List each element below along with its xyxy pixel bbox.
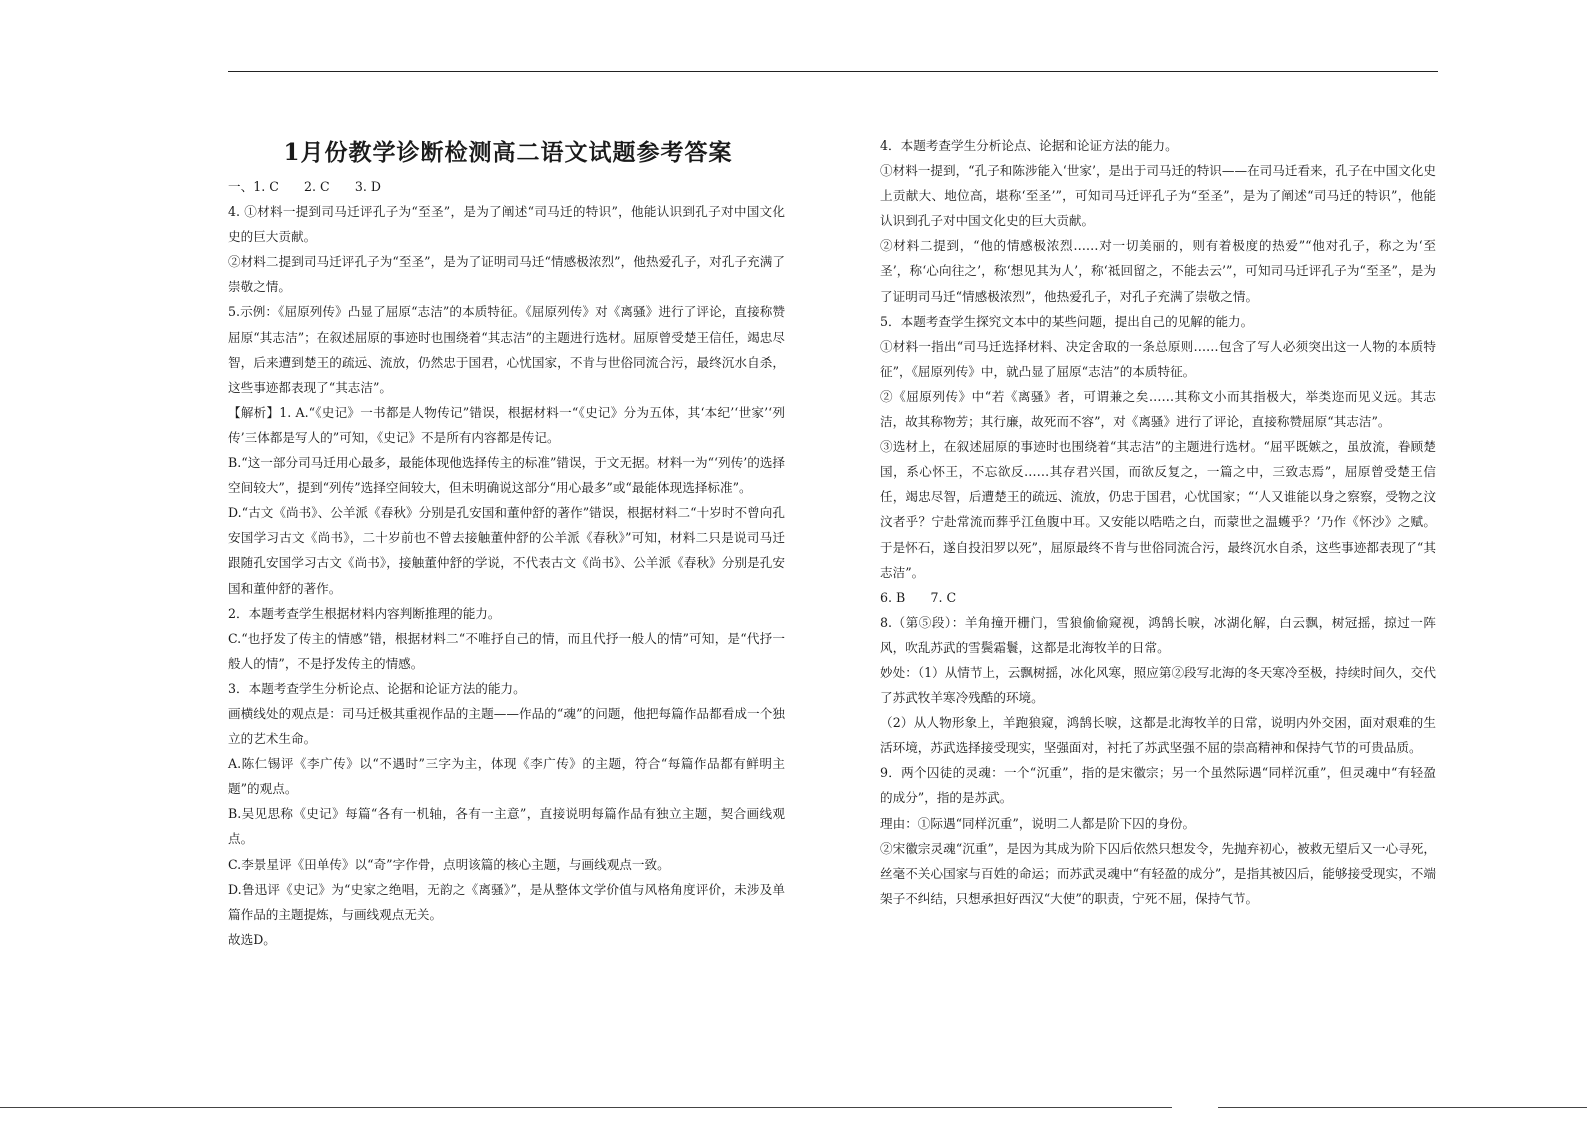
- answer-paragraph: 9．两个囚徒的灵魂：一个“沉重”，指的是宋徽宗；另一个虽然际遇“同样沉重”，但灵魂中“有轻盈的成分”，指的是苏武。: [880, 765, 1436, 806]
- answer-paragraph: ②宋徽宗灵魂“沉重”，是因为其成为阶下囚后依然只想发令，先抛弃初心，被救无望后又一心寻死，丝毫不关心国家与百姓的命运；而苏武灵魂中“有轻盈的成分”，是指其被囚后，能够接受现实，不端架子不纠结，只想承担好西汉“大使”的职责，宁死不屈，保持气节。: [880, 840, 1436, 906]
- answer-line: 一、1. C 2. C 3. D: [228, 179, 381, 194]
- analysis-paragraph: 【解析】1. A.“《史记》一书都是人物传记”错误，根据材料一“《史记》分为五体，其‘本纪’‘世家’‘列传’三体都是写人的”可知，《史记》不是所有内容都是传记。: [228, 404, 785, 445]
- analysis-paragraph: 5．本题考查学生探究文本中的某些问题，提出自己的见解的能力。: [880, 313, 1254, 329]
- answer-paragraph: 妙处：（1）从情节上，云飘树摇，冰化风寒，照应第②段写北海的冬天寒冷至极，持续时间久，交代了苏武牧羊寒冷残酷的环境。: [880, 664, 1436, 706]
- analysis-paragraph: ③选材上，在叙述屈原的事迹时也围绕着“其志洁”的主题进行选材。“屈平既嫉之，虽放流，眷顾楚国，系心怀王，不忘欲反……其存君兴国，而欲反复之，一篇之中，三致志焉”，屈原曾受楚王信任，竭忠尽智，后遭楚王的疏远、流放，仍忠于国君，心忧国家；“‘人又谁能以身之察察，受物之汶汶者乎？宁赴常流而葬乎江鱼腹中耳。又安能以晧晧之白，而蒙世之温蠖乎？’乃作《怀沙》之赋。于是怀石，遂自投汨罗以死”，屈原最终不肯与世俗同流合污，最终沉水自杀，这些事迹都表现了“其志洁”。: [880, 439, 1436, 580]
- analysis-paragraph: 3．本题考查学生分析论点、论据和论证方法的能力。: [228, 680, 526, 696]
- right-column: [880, 133, 1436, 911]
- answer-paragraph: 8.（第⑤段）：羊角撞开栅门，雪狼偷偷窥视，鸿鹄长唳，冰湖化解，白云飘，树冠摇，掠过一阵风，吹乱苏武的雪鬓霜鬟，这都是北海牧羊的日常。: [880, 614, 1436, 655]
- left-column: [228, 174, 785, 952]
- analysis-paragraph: A.陈仁锡评《李广传》以“不遇时”三字为主，体现《李广传》的主题，符合“每篇作品都有鲜明主题”的观点。: [228, 756, 785, 797]
- analysis-paragraph: C.李景星评《田单传》以“奇”字作骨，点明该篇的核心主题，与画线观点一致。: [228, 856, 670, 872]
- analysis-paragraph: ①材料一提到，“孔子和陈涉能入‘世家’，是出于司马迁的特识——在司马迁看来，孔子在中国文化史上贡献大、地位高，堪称‘至圣’”，可知司马迁评孔子为“至圣”，是为了阐述“司马迁的特识”，他能认识到孔子对中国文化史的巨大贡献。: [880, 163, 1436, 229]
- analysis-paragraph: B.“这一部分司马迁用心最多，最能体现他选择传主的标准”错误，于文无据。材料一为“‘列传’的选择空间较大”，提到“列传”选择空间较大，但未明确说这部分“用心最多”或“最能体现选择标准”。: [228, 455, 785, 496]
- analysis-paragraph: ②《屈原列传》中“若《离骚》者，可谓兼之矣……其称文小而其指极大，举类迩而见义远。其志洁，故其称物芳；其行廉，故死而不容”，对《离骚》进行了评论，直接称赞屈原“其志洁”。: [880, 388, 1436, 430]
- answer-paragraph: 理由：①际遇“同样沉重”，说明二人都是阶下囚的身份。: [880, 815, 1196, 831]
- analysis-paragraph: ②材料二提到，“他的情感极浓烈……对一切美丽的，则有着极度的热爱”“他对孔子，称之为‘至圣’，称‘心向往之’，称‘想见其为人’，称‘祗回留之，不能去云’”，可知司马迁评孔子为“至圣”，是为了证明司马迁“情感极浓烈”，他热爱孔子，对孔子充满了崇敬之情。: [880, 238, 1436, 304]
- answer-line: 6. B 7. C: [880, 589, 957, 605]
- analysis-paragraph: 画横线处的观点是：司马迁极其重视作品的主题——作品的“魂”的问题，他把每篇作品都看成一个独立的艺术生命。: [228, 705, 785, 747]
- answer-paragraph: 4. ①材料一提到司马迁评孔子为“至圣”，是为了阐述“司马迁的特识”，他能认识到孔子对中国文化史的巨大贡献。: [228, 204, 785, 245]
- analysis-paragraph: 4．本题考查学生分析论点、论据和论证方法的能力。: [880, 138, 1178, 153]
- answer-paragraph: （2）从人物形象上，羊跑狼窥，鸿鹄长唳，这都是北海牧羊的日常，说明内外交困，面对艰难的生活环境，苏武选择接受现实，坚强面对，衬托了苏武坚强不屈的崇高精神和保持气节的可贵品质。: [880, 715, 1436, 756]
- analysis-paragraph: D.鲁迅评《史记》为“史家之绝唱，无韵之《离骚》”，是从整体文学价值与风格角度评价，未涉及单篇作品的主题提炼，与画线观点无关。: [228, 881, 785, 922]
- footer-rule-left: [0, 1107, 1172, 1108]
- analysis-paragraph: 2．本题考查学生根据材料内容判断推理的能力。: [228, 605, 501, 621]
- footer-rule-right: [1218, 1107, 1587, 1108]
- analysis-paragraph: 故选D。: [228, 931, 276, 947]
- analysis-paragraph: C.“也抒发了传主的情感”错，根据材料二“不唯抒自己的情，而且代抒一般人的情”可知，是“代抒一般人的情”，不是抒发传主的情感。: [228, 630, 785, 671]
- header-rule: [228, 71, 1438, 72]
- analysis-paragraph: B.吴见思称《史记》每篇“各有一机轴，各有一主意”，直接说明每篇作品有独立主题，契合画线观点。: [228, 806, 785, 847]
- analysis-paragraph: ①材料一指出“司马迁选择材料、决定舍取的一条总原则……包含了写人必须突出这一人物的本质特征”，《屈原列传》中，就凸显了屈原“志洁”的本质特征。: [880, 338, 1436, 379]
- answer-paragraph: 5.示例：《屈原列传》凸显了屈原“志洁”的本质特征。《屈原列传》对《离骚》进行了评论，直接称赞屈原“其志洁”；在叙述屈原的事迹时也围绕着“其志洁”的主题进行选材。屈原曾受楚王信任，竭忠尽智，后来遭到楚王的疏远、流放，仍然忠于国君，心忧国家，不肯与世俗同流合污，最终沉水自杀，这些事迹都表现了“其志洁”。: [228, 304, 785, 395]
- page-title: 1月份教学诊断检测高二语文试题参考答案: [283, 139, 733, 166]
- analysis-paragraph: D.“古文《尚书》、公羊派《春秋》分别是孔安国和董仲舒的著作”错误，根据材料二“十岁时不曾向孔安国学习古文《尚书》，二十岁前也不曾去接触董仲舒的公羊派《春秋》”可知，材料二只是说司马迁跟随孔安国学习古文《尚书》，接触董仲舒的学说，不代表古文《尚书》、公羊派《春秋》分别是孔安国和董仲舒的著作。: [228, 505, 785, 596]
- answer-paragraph: ②材料二提到司马迁评孔子为“至圣”，是为了证明司马迁“情感极浓烈”，他热爱孔子，对孔子充满了崇敬之情。: [228, 254, 785, 295]
